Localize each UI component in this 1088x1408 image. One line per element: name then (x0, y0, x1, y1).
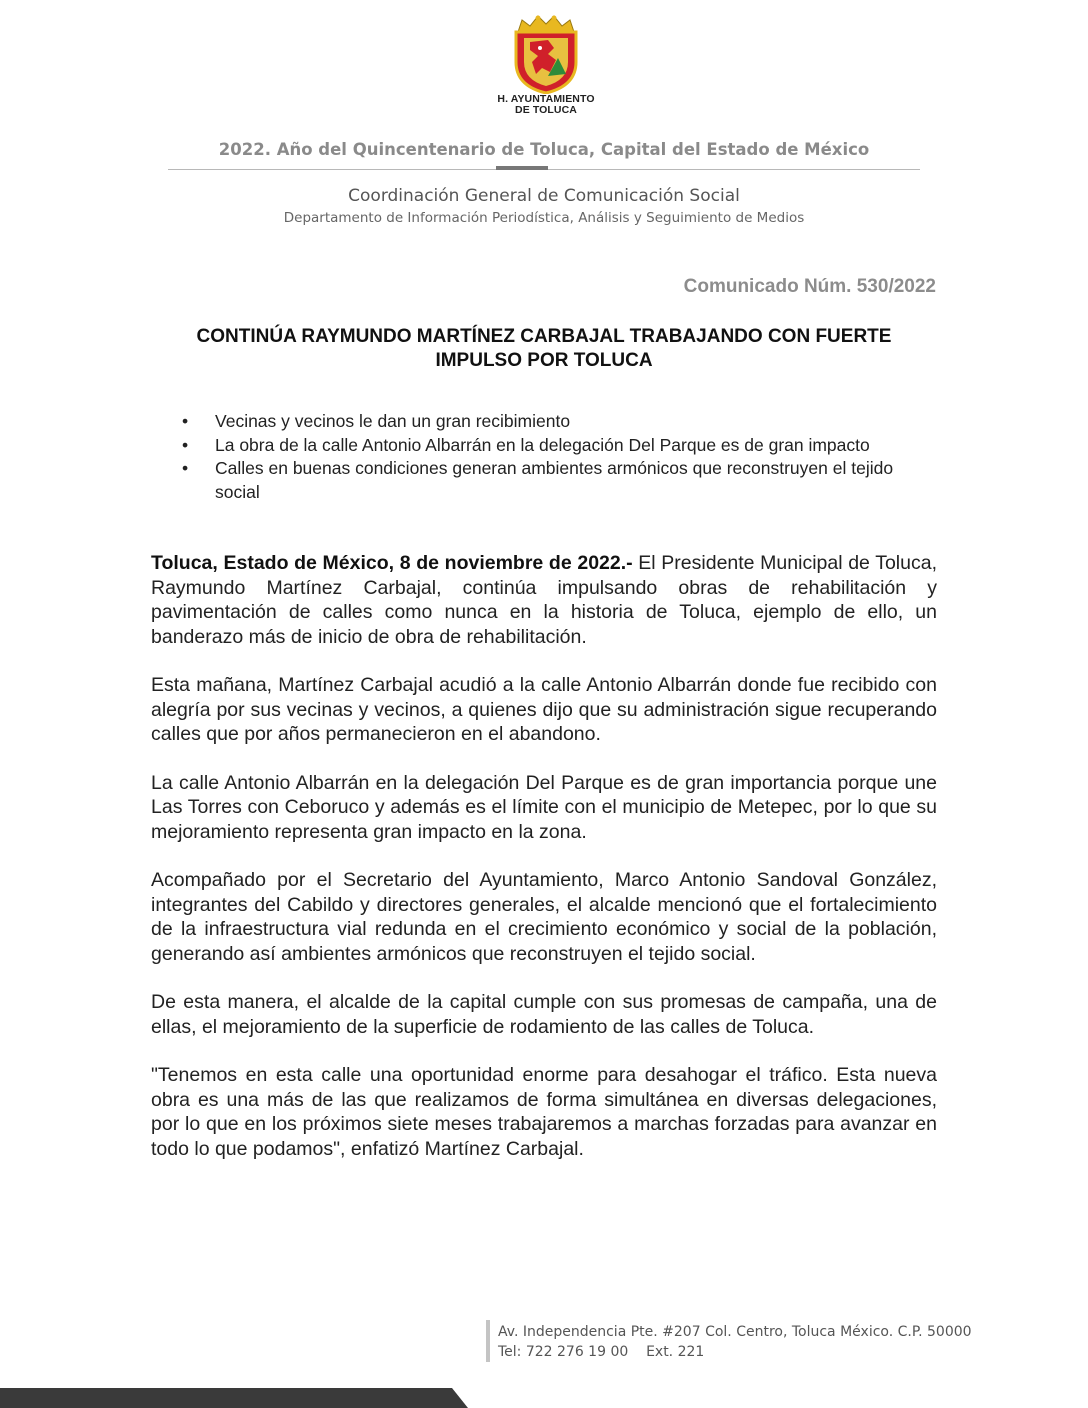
communique-number: Comunicado Núm. 530/2022 (683, 276, 936, 297)
footer-address: Av. Independencia Pte. #207 Col. Centro, Toluca México. C.P. 50000 (498, 1324, 972, 1340)
paragraph-5: De esta manera, el alcalde de la capital cumple con sus promesas de campaña, una de ellas, el mejoramiento de la superficie de rodamiento de las calles de Toluca. (151, 991, 937, 1038)
year-motto: 2022. Año del Quincentenario de Toluca, Capital del Estado de México (218, 140, 870, 159)
footer-strip (0, 1388, 468, 1408)
toluca-logo (488, 14, 604, 116)
footer-divider (486, 1320, 490, 1362)
bullet-text: Vecinas y vecinos le dan un gran recibimiento (215, 411, 571, 431)
footer-phone: Tel: 722 276 19 00 Ext. 221 (498, 1344, 705, 1360)
bullet-icon: • (182, 411, 189, 431)
coordination-title: Coordinación General de Comunicación Social (348, 186, 740, 206)
paragraph-2: Esta mañana, Martínez Carbajal acudió a la calle Antonio Albarrán donde fue recibido con alegría por sus vecinas y vecinos, a quienes dijo que su administración sigue recuperando calles que por años permanecieron en el abandono. (151, 674, 937, 745)
bullet-item (182, 410, 922, 434)
headline (150, 325, 938, 373)
paragraph-1-text: El Presidente Municipal de Toluca, Raymundo Martínez Carbajal, continúa impulsando obras de rehabilitación y pavimentación de calles como nunca en la historia de Toluca, ejemplo de ello, un banderazo más de inicio de obra de rehabilitación. (151, 552, 937, 648)
bullet-text: Calles en buenas condiciones generan ambientes armónicos que reconstruyen el tejido social (215, 458, 894, 502)
bullet-icon: • (182, 434, 189, 455)
paragraph-4: Acompañado por el Secretario del Ayuntamiento, Marco Antonio Sandoval González, integrantes del Cabildo y directores generales, el alcalde mencionó que el fortalecimiento de la infraestructura vial redunda en el crecimiento económico y social de la población, generando así ambientes armónicos que reconstruyen el tejido social. (151, 869, 937, 965)
article-body (151, 551, 937, 1185)
coat-of-arms-icon (508, 14, 584, 94)
logo-text-line2: DE TOLUCA (515, 104, 577, 116)
bullet-item (182, 457, 922, 504)
bullet-item (182, 434, 922, 458)
summary-bullets (182, 410, 922, 504)
headline-line2: IMPULSO POR TOLUCA (435, 350, 653, 371)
logo-text-line1: H. AYUNTAMIENTO (497, 93, 595, 105)
paragraph-1 (151, 551, 937, 649)
bullet-icon: • (182, 458, 189, 478)
paragraph-6: "Tenemos en esta calle una oportunidad enorme para desahogar el tráfico. Esta nueva obra es una más de las que realizamos de forma simultánea en diversas delegaciones, por lo que en los próximos siete meses trabajaremos a marchas forzadas para avanzar en todo lo que podamos", enfatizó Martínez Carbajal. (151, 1064, 937, 1160)
paragraph-3: La calle Antonio Albarrán en la delegación Del Parque es de gran importancia porque une Las Torres con Ceboruco y además es el límite con el municipio de Metepec, por lo que su mejoramiento representa gran impacto en la zona. (151, 771, 937, 843)
bullet-text: La obra de la calle Antonio Albarrán en la delegación Del Parque es de gran impacto (215, 434, 870, 455)
dateline: Toluca, Estado de México, 8 de noviembre de 2022.- (151, 552, 633, 574)
header-divider-accent (496, 166, 548, 170)
department-subtitle: Departamento de Información Periodística, Análisis y Seguimiento de Medios (283, 210, 805, 226)
headline-line1: CONTINÚA RAYMUNDO MARTÍNEZ CARBAJAL TRABAJANDO CON FUERTE (196, 326, 892, 347)
footer-contact (498, 1322, 972, 1362)
